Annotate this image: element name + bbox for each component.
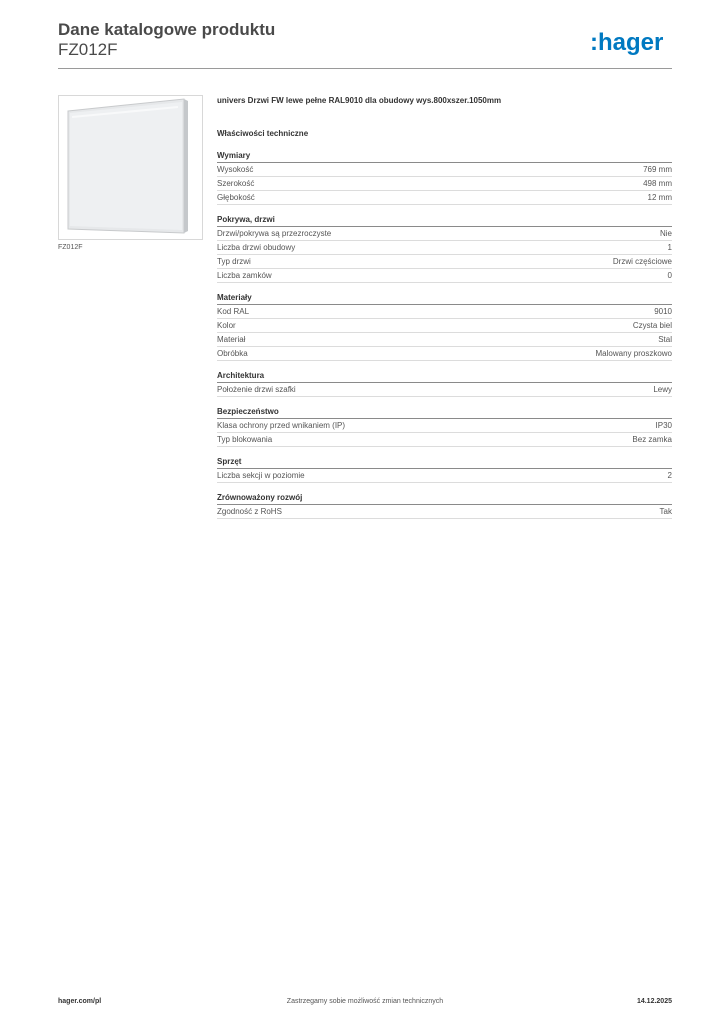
table-row — [217, 305, 672, 319]
section-title: Zrównoważony rozwój — [217, 492, 672, 505]
row-value: 9010 — [654, 307, 672, 316]
row-value: 1 — [667, 243, 672, 252]
row-label: Szerokość — [217, 179, 255, 188]
table-row — [217, 241, 672, 255]
table-row — [217, 191, 672, 205]
row-label: Materiał — [217, 335, 246, 344]
section-pokrywa-drzwi — [217, 214, 672, 283]
section-title: Wymiary — [217, 150, 672, 163]
row-label: Zgodność z RoHS — [217, 507, 282, 516]
row-label: Kod RAL — [217, 307, 250, 316]
table-row — [217, 383, 672, 397]
row-value: Tak — [659, 507, 672, 516]
row-label: Typ blokowania — [217, 435, 273, 444]
svg-text::hager: :hager — [590, 29, 664, 56]
row-label: Wysokość — [217, 165, 254, 174]
row-value: Stal — [658, 335, 672, 344]
table-row — [217, 269, 672, 283]
row-label: Klasa ochrony przed wnikaniem (IP) — [217, 421, 346, 430]
row-value: Bez zamka — [632, 435, 672, 444]
row-label: Położenie drzwi szafki — [217, 385, 296, 394]
row-value: 498 mm — [643, 179, 672, 188]
table-row — [217, 255, 672, 269]
row-value: 12 mm — [647, 193, 672, 202]
table-row — [217, 227, 672, 241]
row-value: 0 — [667, 271, 672, 280]
row-label: Kolor — [217, 321, 236, 330]
table-row — [217, 333, 672, 347]
row-label: Drzwi/pokrywa są przezroczyste — [217, 229, 332, 238]
section-title: Materiały — [217, 292, 672, 305]
row-value: Lewy — [653, 385, 672, 394]
page-header — [58, 20, 672, 60]
document-title: Dane katalogowe produktu — [58, 20, 276, 39]
row-value: Drzwi częściowe — [612, 257, 672, 266]
row-value: IP30 — [655, 421, 672, 430]
row-value: Nie — [659, 229, 672, 238]
row-label: Typ drzwi — [217, 257, 251, 266]
section-bezpieczenstwo — [217, 406, 672, 447]
product-image — [58, 95, 203, 240]
section-title: Architektura — [217, 370, 672, 383]
section-sprzet — [217, 456, 672, 483]
table-row — [217, 469, 672, 483]
table-row — [217, 419, 672, 433]
row-value: Czysta biel — [632, 321, 672, 330]
row-label: Obróbka — [217, 349, 248, 358]
row-label: Liczba zamków — [217, 271, 272, 280]
footer-date: 14.12.2025 — [636, 998, 672, 1005]
row-value: 769 mm — [643, 165, 672, 174]
product-description: univers Drzwi FW lewe pełne RAL9010 dla obudowy wys.800xszer.1050mm — [217, 96, 502, 105]
table-row — [217, 319, 672, 333]
section-wymiary — [217, 150, 672, 205]
section-materialy — [217, 292, 672, 361]
row-value: 2 — [667, 471, 672, 480]
table-row — [217, 347, 672, 361]
section-title: Bezpieczeństwo — [217, 406, 672, 419]
row-label: Liczba drzwi obudowy — [217, 243, 296, 252]
properties-heading: Właściwości techniczne — [217, 129, 309, 138]
image-caption: FZ012F — [58, 244, 83, 251]
row-label: Głębokość — [217, 193, 255, 202]
section-architektura — [217, 370, 672, 397]
footer-website-link[interactable]: hager.com/pl — [58, 998, 102, 1005]
section-zrownowazony-rozwoj — [217, 492, 672, 519]
table-row — [217, 505, 672, 519]
product-code: FZ012F — [58, 40, 118, 59]
hager-logo — [590, 28, 672, 56]
row-label: Liczba sekcji w poziomie — [217, 471, 305, 480]
table-row — [217, 177, 672, 191]
header-divider — [58, 68, 672, 69]
section-title: Sprzęt — [217, 456, 672, 469]
footer-disclaimer: Zastrzegamy sobie możliwość zmian technicznych — [286, 998, 444, 1005]
table-row — [217, 433, 672, 447]
section-title: Pokrywa, drzwi — [217, 214, 672, 227]
table-row — [217, 163, 672, 177]
product-details — [217, 96, 672, 528]
row-value: Malowany proszkowo — [595, 349, 672, 358]
